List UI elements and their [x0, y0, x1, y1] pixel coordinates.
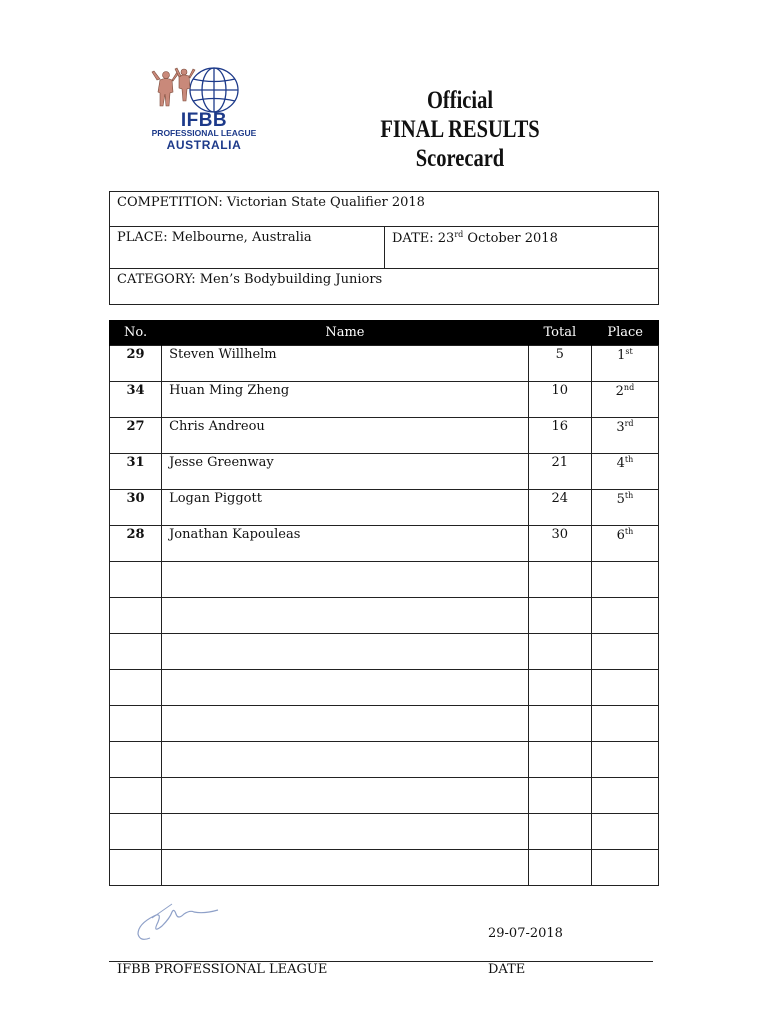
- header-name: Name: [162, 320, 529, 346]
- table-header-row: [110, 320, 659, 346]
- empty-table-row: [110, 742, 659, 778]
- table-row: [110, 490, 659, 526]
- category-row: [110, 269, 658, 304]
- place-suffix: th: [624, 491, 634, 500]
- competitor-total: [528, 670, 591, 706]
- date-month-year: October 2018: [463, 231, 558, 246]
- title-line-3: Scorecard: [415, 145, 505, 172]
- globe-figures-icon: [148, 66, 260, 114]
- competitor-number: 27: [110, 418, 162, 454]
- competitor-place: [591, 526, 658, 562]
- competitor-place: [591, 742, 658, 778]
- competitor-place: [591, 598, 658, 634]
- empty-table-row: [110, 814, 659, 850]
- header-place: Place: [591, 320, 658, 346]
- logo-title: IFBB: [180, 110, 228, 131]
- competitor-number: 34: [110, 382, 162, 418]
- competitor-total: 21: [528, 454, 591, 490]
- competitor-total: 24: [528, 490, 591, 526]
- place-suffix: st: [625, 347, 633, 356]
- competitor-number: 30: [110, 490, 162, 526]
- signature-date: 29-07-2018: [488, 926, 563, 941]
- competitor-total: [528, 706, 591, 742]
- empty-table-row: [110, 850, 659, 886]
- place-number: 2: [615, 384, 624, 399]
- competitor-name: Chris Andreou: [162, 418, 529, 454]
- competitor-number: [110, 778, 162, 814]
- table-row: [110, 418, 659, 454]
- logo-subtitle: PROFESSIONAL LEAGUE: [151, 128, 257, 138]
- competitor-total: 10: [528, 382, 591, 418]
- competitor-number: [110, 562, 162, 598]
- title-line-1: Official: [426, 87, 494, 114]
- competitor-name: Steven Willhelm: [162, 346, 529, 382]
- competitor-place: [591, 778, 658, 814]
- competitor-place: [591, 490, 658, 526]
- empty-table-row: [110, 598, 659, 634]
- competitor-place: [591, 382, 658, 418]
- competitor-name: [162, 850, 529, 886]
- date-suffix-sup: rd: [454, 230, 464, 239]
- competitor-name: [162, 814, 529, 850]
- empty-table-row: [110, 670, 659, 706]
- table-row: [110, 454, 659, 490]
- document-title: [378, 86, 542, 173]
- competitor-number: 31: [110, 454, 162, 490]
- competitor-name: [162, 778, 529, 814]
- competitor-total: 16: [528, 418, 591, 454]
- competitor-name: Jonathan Kapouleas: [162, 526, 529, 562]
- competitor-place: [591, 454, 658, 490]
- competitor-total: 30: [528, 526, 591, 562]
- place-number: 4: [616, 456, 625, 471]
- competitor-total: 5: [528, 346, 591, 382]
- competitor-name: [162, 706, 529, 742]
- competitor-number: [110, 598, 162, 634]
- competitor-place: [591, 634, 658, 670]
- place-suffix: th: [624, 455, 634, 464]
- title-line-2: FINAL RESULTS: [380, 116, 540, 143]
- competitor-total: [528, 778, 591, 814]
- competitor-place: [591, 346, 658, 382]
- place-suffix: rd: [624, 419, 634, 428]
- empty-table-row: [110, 562, 659, 598]
- results-body: [110, 346, 659, 886]
- table-row: [110, 346, 659, 382]
- competitor-name: [162, 742, 529, 778]
- competitor-place: [591, 706, 658, 742]
- competitor-total: [528, 850, 591, 886]
- table-row: [110, 382, 659, 418]
- competitor-total: [528, 634, 591, 670]
- competitor-number: [110, 742, 162, 778]
- competitor-name: [162, 562, 529, 598]
- competitor-number: [110, 634, 162, 670]
- competitor-name: [162, 598, 529, 634]
- empty-table-row: [110, 706, 659, 742]
- competitor-name: Logan Piggott: [162, 490, 529, 526]
- competitor-number: [110, 814, 162, 850]
- date-cell: [384, 227, 558, 268]
- competitor-number: [110, 670, 162, 706]
- competitor-total: [528, 742, 591, 778]
- competitor-place: [591, 670, 658, 706]
- competition-row: [110, 192, 658, 227]
- competitor-total: [528, 562, 591, 598]
- ifbb-logo: [148, 66, 260, 156]
- header-no: No.: [110, 320, 162, 346]
- competitor-number: [110, 850, 162, 886]
- table-row: [110, 526, 659, 562]
- competitor-total: [528, 598, 591, 634]
- competition-info-box: [109, 191, 659, 305]
- empty-table-row: [110, 634, 659, 670]
- competitor-place: [591, 418, 658, 454]
- competitor-number: [110, 706, 162, 742]
- competitor-name: Huan Ming Zheng: [162, 382, 529, 418]
- place-number: 5: [616, 492, 625, 507]
- logo-country: AUSTRALIA: [166, 138, 242, 152]
- competitor-name: [162, 634, 529, 670]
- place-number: 6: [616, 528, 625, 543]
- competition-text: COMPETITION: Victorian State Qualifier 2018: [117, 195, 425, 210]
- competitor-place: [591, 850, 658, 886]
- place-suffix: nd: [623, 383, 635, 392]
- place-date-row: [110, 227, 658, 269]
- competitor-total: [528, 814, 591, 850]
- date-text: [392, 230, 558, 246]
- date-label: DATE: [488, 962, 526, 977]
- competitor-number: 29: [110, 346, 162, 382]
- category-text: CATEGORY: Men’s Bodybuilding Juniors: [117, 272, 383, 287]
- competitor-name: Jesse Greenway: [162, 454, 529, 490]
- place-number: 1: [617, 348, 626, 363]
- competitor-place: [591, 562, 658, 598]
- results-table: [109, 320, 659, 886]
- competitor-name: [162, 670, 529, 706]
- place-text: PLACE: Melbourne, Australia: [117, 230, 312, 245]
- date-prefix: DATE: 23: [392, 231, 455, 246]
- header-total: Total: [528, 320, 591, 346]
- competitor-place: [591, 814, 658, 850]
- competitor-number: 28: [110, 526, 162, 562]
- place-suffix: th: [624, 527, 634, 536]
- place-number: 3: [616, 420, 625, 435]
- signature-image: [132, 898, 224, 944]
- empty-table-row: [110, 778, 659, 814]
- league-label: IFBB PROFESSIONAL LEAGUE: [117, 962, 328, 977]
